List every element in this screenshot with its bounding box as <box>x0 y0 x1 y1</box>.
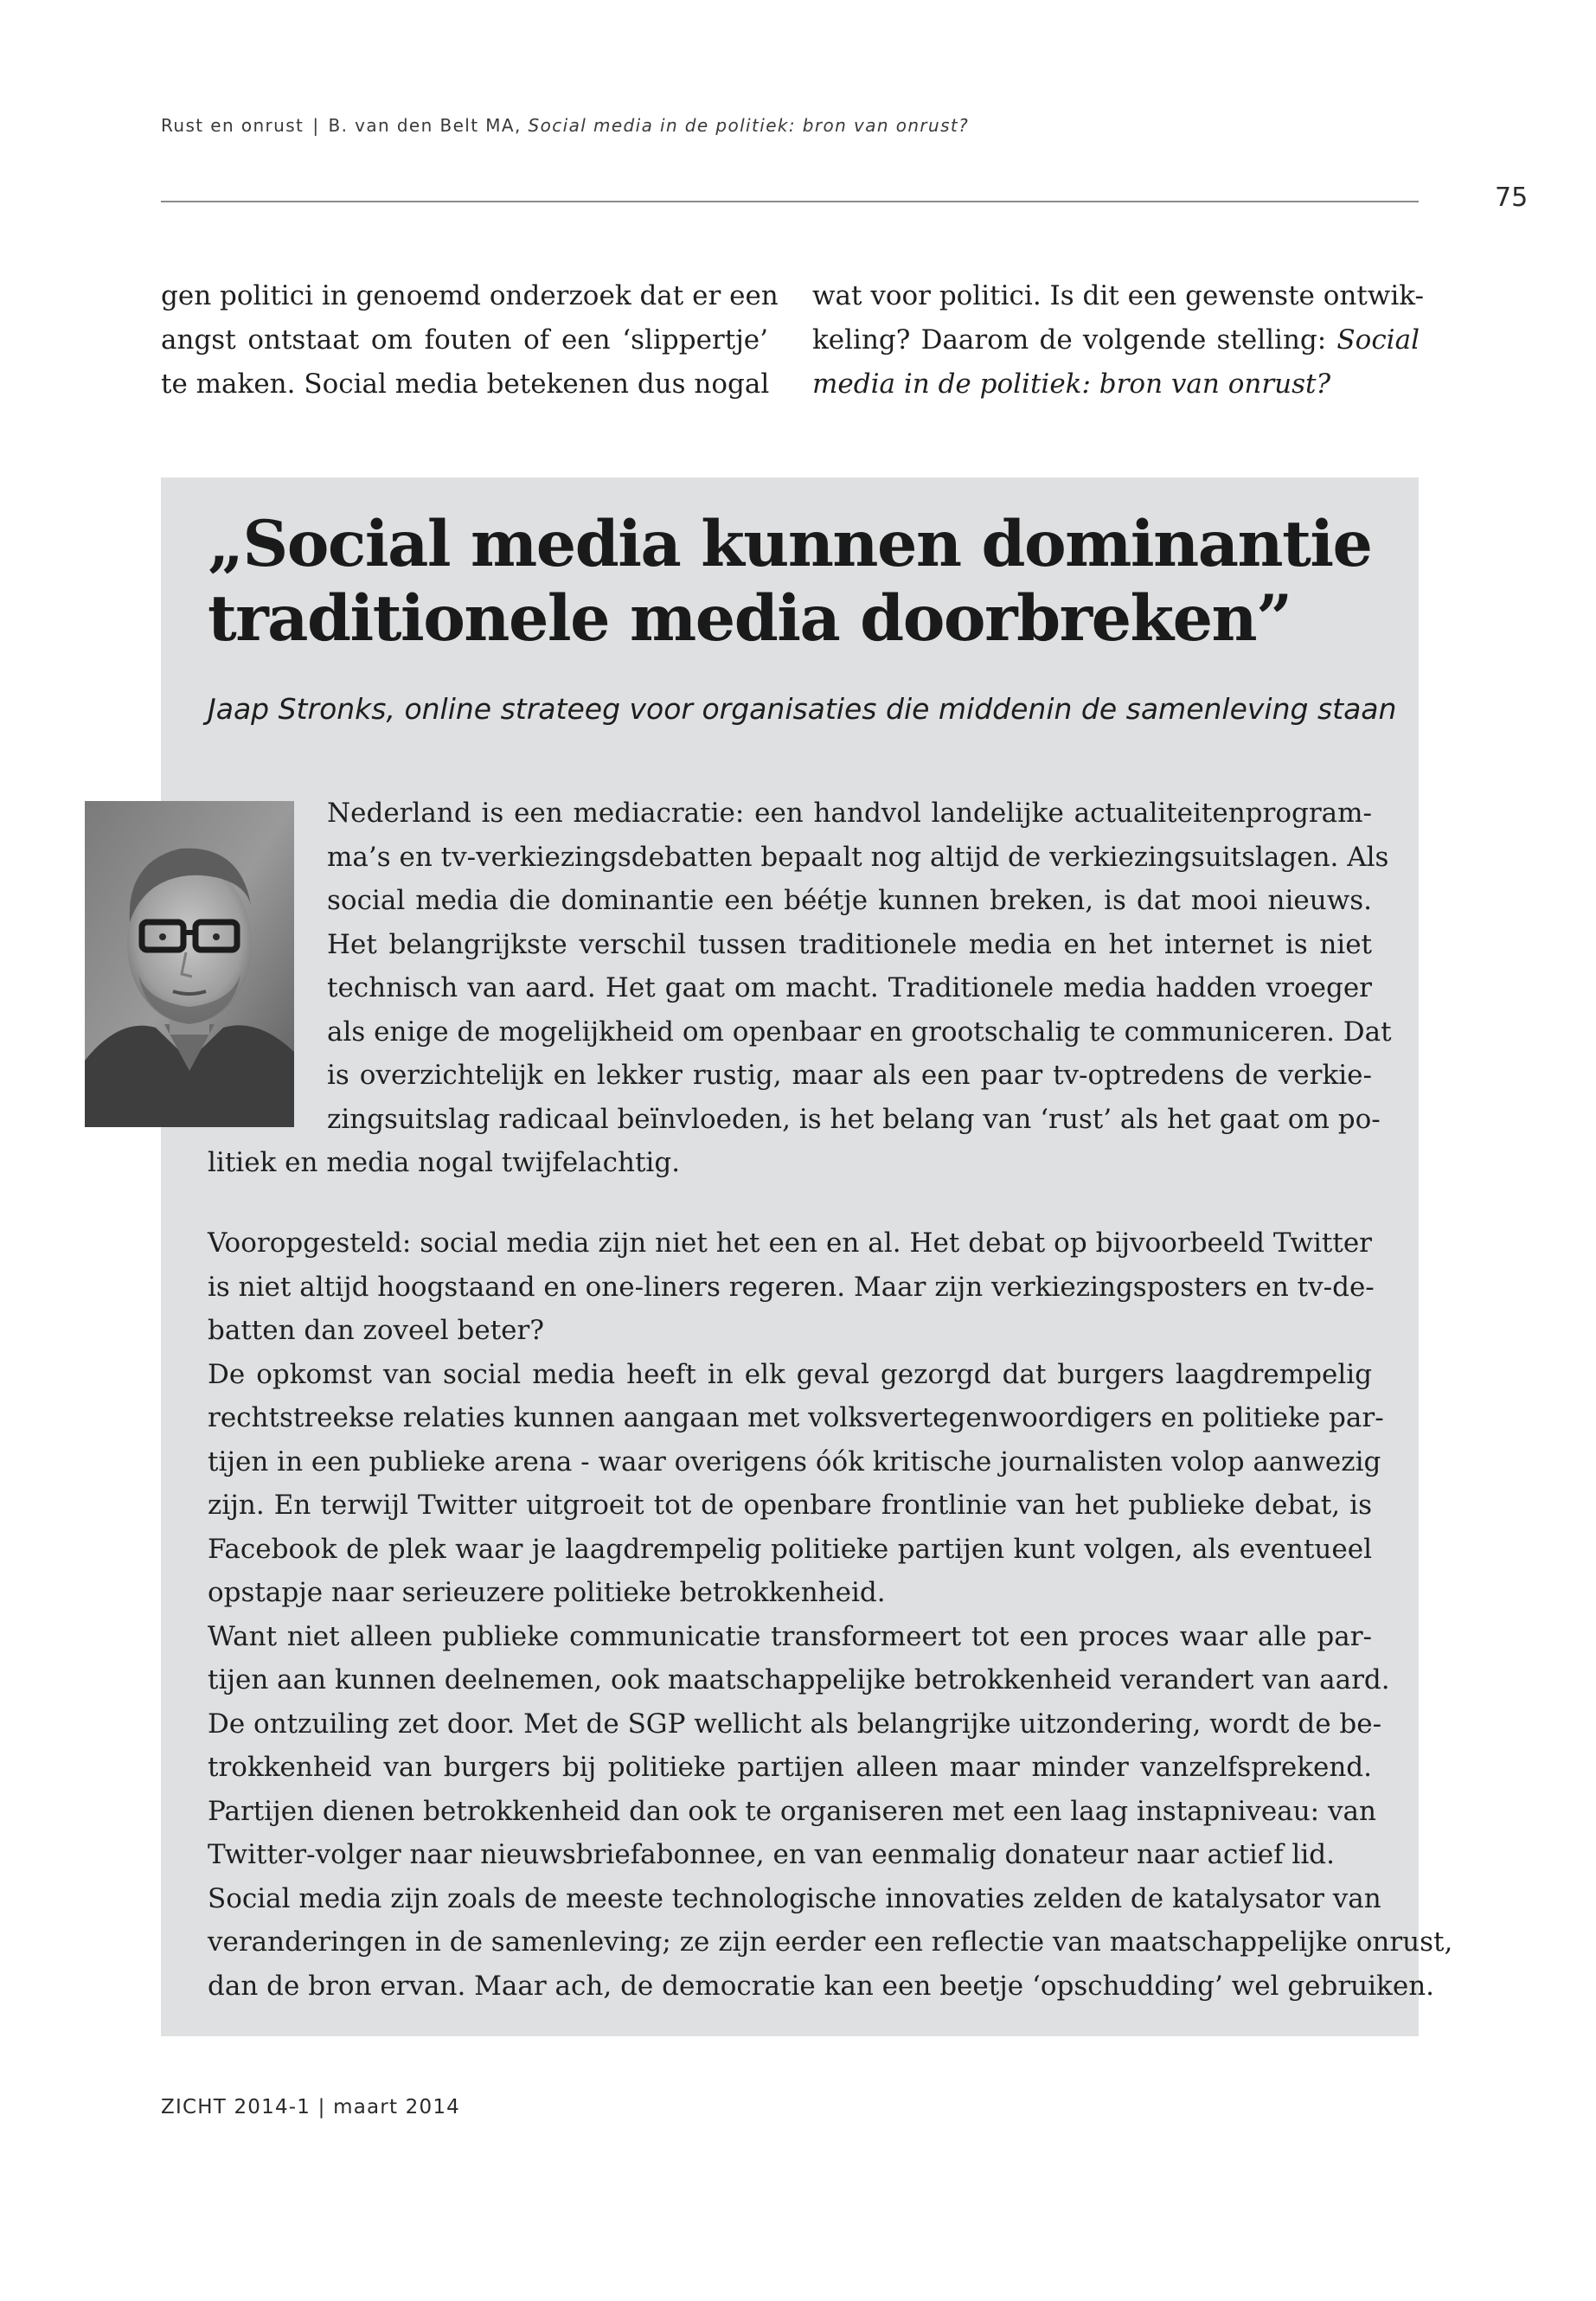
paragraph-line: Vooropgesteld: social media zijn niet het een en al. Het debat op bijvoorbeeld Twitter <box>208 1227 1372 1259</box>
paragraph-line: Social media zijn zoals de meeste technologische innovaties zelden de katalysator van <box>208 1882 1381 1914</box>
paragraph-line: batten dan zoveel beter? <box>208 1315 544 1346</box>
box-title <box>208 507 1419 656</box>
paragraph-line: ma’s en tv-verkiezingsdebatten bepaalt nog altijd de verkiezingsuitslagen. Als <box>327 841 1389 873</box>
running-head <box>161 115 969 136</box>
box-subtitle: Jaap Stronks, online strateeg voor organisaties die middenin de samenleving staan <box>208 692 1397 726</box>
page-number: 75 <box>1495 183 1529 213</box>
running-head-article-title: Social media in de politiek: bron van onrust? <box>528 115 970 136</box>
box-title-line: traditionele media doorbreken” <box>208 581 1292 656</box>
paragraph-line: technisch van aard. Het gaat om macht. Traditionele media hadden vroeger <box>327 972 1372 1003</box>
intro-column-right <box>812 274 1424 407</box>
intro-right-italic-line: media in de politiek: bron van onrust? <box>812 369 1331 400</box>
paragraph-line: Partijen dienen betrokkenheid dan ook te organiseren met een laag instapniveau: van <box>208 1795 1376 1827</box>
intro-right-line-text: keling? Daarom de volgende stelling: <box>812 324 1327 356</box>
paragraph-line: is overzichtelijk en lekker rustig, maar als een paar tv-optredens de verkie- <box>327 1060 1372 1091</box>
paragraph-line: Want niet alleen publieke communicatie transformeert tot een proces waar alle par- <box>208 1620 1372 1652</box>
box-paragraph-1 <box>208 792 1392 1185</box>
running-head-author: B. van den Belt MA, <box>328 115 522 136</box>
header-rule <box>161 201 1419 202</box>
intro-column-left <box>161 274 779 407</box>
intro-right-line <box>812 362 1420 407</box>
paragraph-line: als enige de mogelijkheid om openbaar en grootschalig te communiceren. Dat <box>327 1016 1392 1048</box>
paragraph-line: litiek en media nogal twijfelachtig. <box>208 1147 681 1178</box>
paragraph-line: zingsuitslag radicaal beïnvloeden, is het belang van ‘rust’ als het gaat om po- <box>327 1103 1381 1135</box>
intro-left-line: angst ontstaat om fouten of een ‘slippertje’ <box>161 324 768 356</box>
paragraph-line: zijn. En terwijl Twitter uitgroeit tot de openbare frontlinie van het publieke debat, is <box>208 1490 1372 1521</box>
paragraph-line: rechtstreekse relaties kunnen aangaan met volksvertegenwoordigers en politieke par- <box>208 1402 1384 1433</box>
intro-left-line: gen politici in genoemd onderzoek dat er een <box>161 280 779 311</box>
paragraph-line: dan de bron ervan. Maar ach, de democratie kan een beetje ‘opschudding’ wel gebruiken. <box>208 1970 1435 2002</box>
paragraph-line: De ontzuiling zet door. Met de SGP wellicht als belangrijke uitzondering, wordt de be- <box>208 1708 1382 1740</box>
paragraph-line: is niet altijd hoogstaand en one-liners regeren. Maar zijn verkiezingsposters en tv-de- <box>208 1271 1375 1303</box>
intro-left-line: te maken. Social media betekenen dus nogal <box>161 369 770 400</box>
running-head-section: Rust en onrust <box>161 115 304 136</box>
paragraph-line: Twitter-volger naar nieuwsbriefabonnee, en van eenmalig donateur naar actief lid. <box>208 1839 1335 1870</box>
paragraph-line: social media die dominantie een béétje kunnen breken, is dat mooi nieuws. <box>327 885 1372 916</box>
paragraph-line: opstapje naar serieuzere politieke betrokkenheid. <box>208 1577 886 1608</box>
box-paragraph-2 <box>208 1221 1453 2008</box>
paragraph-line: veranderingen in de samenleving; ze zijn eerder een reflectie van maatschappelijke onrust, <box>208 1926 1453 1958</box>
running-head-separator: | <box>312 115 320 136</box>
paragraph-line: Facebook de plek waar je laagdrempelig politieke partijen kunt volgen, als eventueel <box>208 1533 1372 1565</box>
paragraph-line: trokkenheid van burgers bij politieke partijen alleen maar minder vanzelfsprekend. <box>208 1752 1372 1783</box>
box-title-line: „Social media kunnen dominantie <box>208 507 1372 581</box>
paragraph-line: De opkomst van social media heeft in elk geval gezorgd dat burgers laagdrempelig <box>208 1358 1372 1390</box>
intro-right-line: wat voor politici. Is dit een gewenste ontwik- <box>812 280 1424 311</box>
paragraph-line: tijen in een publieke arena - waar overigens óók kritische journalisten volop aanwezig <box>208 1445 1381 1477</box>
intro-right-italic-tail: Social <box>1336 324 1420 356</box>
paragraph-line: Nederland is een mediacratie: een handvol landelijke actualiteitenprogram- <box>327 798 1372 829</box>
intro-right-line <box>812 318 1420 362</box>
footer-issue-info: ZICHT 2014-1 | maart 2014 <box>161 2096 461 2118</box>
paragraph-line: Het belangrijkste verschil tussen traditionele media en het internet is niet <box>327 928 1372 960</box>
paragraph-line: tijen aan kunnen deelnemen, ook maatschappelijke betrokkenheid verandert van aard. <box>208 1664 1390 1695</box>
